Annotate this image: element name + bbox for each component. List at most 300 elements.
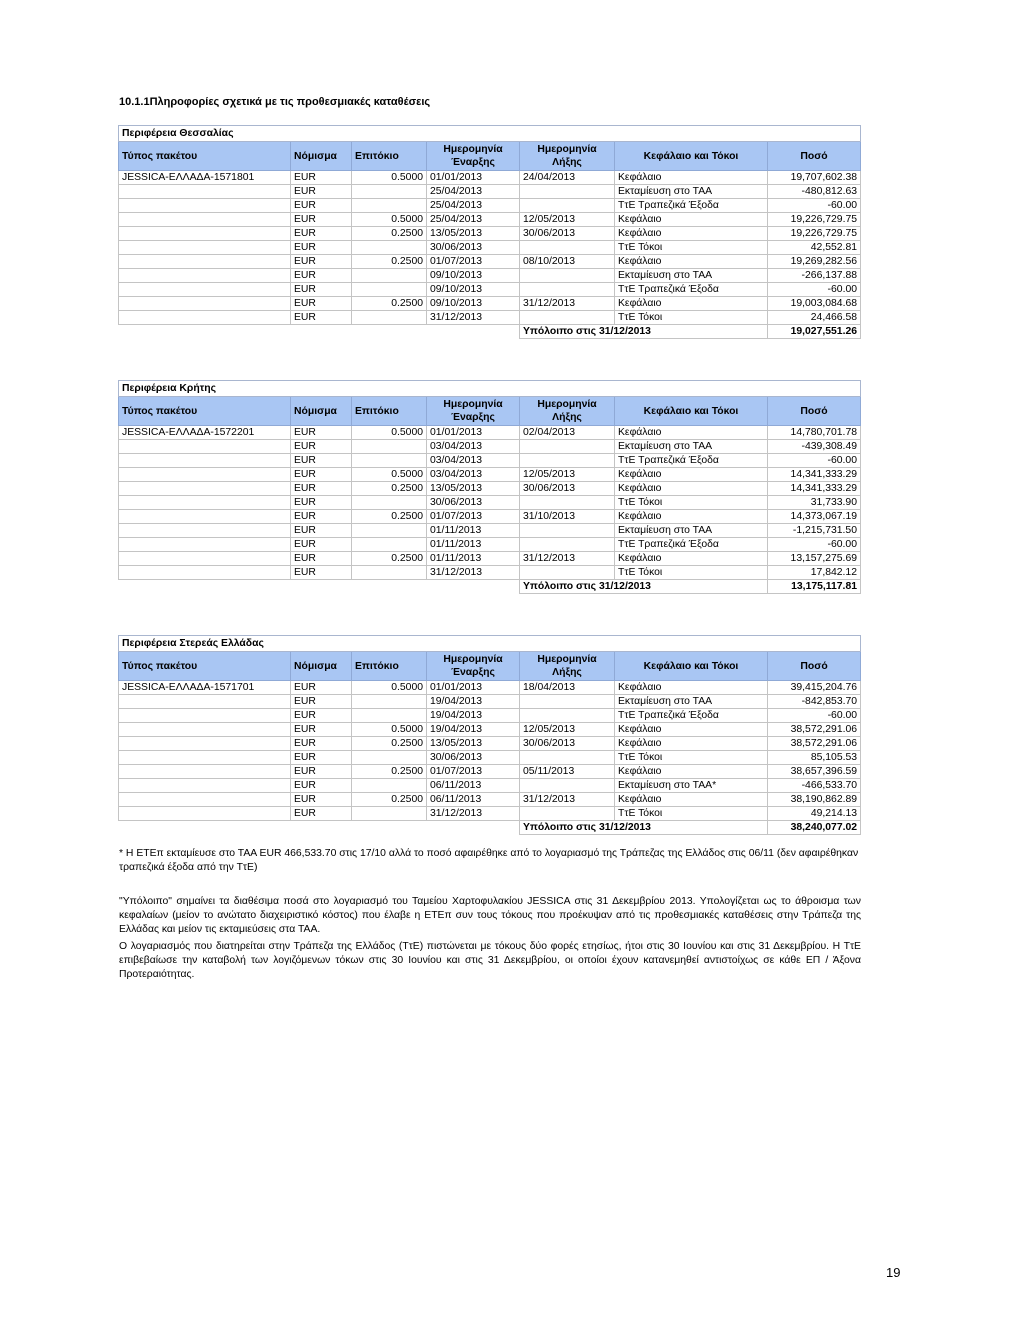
table-row (119, 171, 861, 185)
balance-spacer (119, 325, 520, 339)
header-kind: Κεφάλαιο και Τόκοι (615, 652, 768, 681)
header-rate: Επιτόκιο (352, 652, 427, 681)
end-date-cell: 02/04/2013 (520, 426, 615, 440)
kind-cell: Κεφάλαιο (615, 482, 768, 496)
start-date-cell: 09/10/2013 (427, 297, 520, 311)
package-cell (119, 723, 291, 737)
amount-cell: 38,572,291.06 (768, 737, 861, 751)
start-date-cell: 19/04/2013 (427, 723, 520, 737)
header-start-line1: Ημερομηνία (443, 399, 503, 410)
kind-cell: Κεφάλαιο (615, 468, 768, 482)
header-end-line1: Ημερομηνία (537, 144, 597, 155)
table-row (119, 213, 861, 227)
amount-cell: -266,137.88 (768, 269, 861, 283)
balance-row (119, 580, 861, 594)
amount-cell: -842,853.70 (768, 695, 861, 709)
region-title-row (119, 126, 861, 142)
rate-cell (352, 807, 427, 821)
end-date-cell: 30/06/2013 (520, 737, 615, 751)
header-start-line2: Έναρξης (451, 157, 495, 168)
rate-cell: 0.2500 (352, 297, 427, 311)
currency-cell: EUR (291, 185, 352, 199)
amount-cell: 31,733.90 (768, 496, 861, 510)
start-date-cell: 01/11/2013 (427, 538, 520, 552)
kind-cell: Κεφάλαιο (615, 793, 768, 807)
currency-cell: EUR (291, 199, 352, 213)
end-date-cell (520, 751, 615, 765)
table-row (119, 681, 861, 695)
table-row (119, 269, 861, 283)
rate-cell: 0.2500 (352, 482, 427, 496)
start-date-cell: 19/04/2013 (427, 709, 520, 723)
currency-cell: EUR (291, 807, 352, 821)
start-date-cell: 06/11/2013 (427, 793, 520, 807)
table-row (119, 510, 861, 524)
end-date-cell (520, 496, 615, 510)
table-row (119, 426, 861, 440)
kind-cell: Κεφάλαιο (615, 255, 768, 269)
rate-cell: 0.5000 (352, 468, 427, 482)
rate-cell (352, 566, 427, 580)
package-cell (119, 751, 291, 765)
end-date-cell (520, 241, 615, 255)
header-start-line1: Ημερομηνία (443, 654, 503, 665)
kind-cell: Κεφάλαιο (615, 765, 768, 779)
table-header-row (119, 397, 861, 426)
currency-cell: EUR (291, 681, 352, 695)
rate-cell: 0.2500 (352, 737, 427, 751)
start-date-cell: 01/07/2013 (427, 510, 520, 524)
end-date-cell (520, 199, 615, 213)
end-date-cell (520, 311, 615, 325)
header-start (427, 397, 520, 426)
amount-cell: -60.00 (768, 283, 861, 297)
amount-cell: -439,308.49 (768, 440, 861, 454)
table-row (119, 227, 861, 241)
table-row (119, 468, 861, 482)
package-cell (119, 440, 291, 454)
rate-cell: 0.5000 (352, 426, 427, 440)
balance-spacer (119, 821, 520, 835)
currency-cell: EUR (291, 255, 352, 269)
region-table-sterea (118, 635, 861, 835)
table-row (119, 807, 861, 821)
table-row (119, 695, 861, 709)
end-date-cell: 31/12/2013 (520, 552, 615, 566)
region-table-crete (118, 380, 861, 594)
package-cell (119, 737, 291, 751)
currency-cell: EUR (291, 793, 352, 807)
header-start (427, 652, 520, 681)
amount-cell: 49,214.13 (768, 807, 861, 821)
end-date-cell: 12/05/2013 (520, 468, 615, 482)
package-cell (119, 496, 291, 510)
package-cell (119, 454, 291, 468)
section-heading: 10.1.1Πληροφορίες σχετικά με τις προθεσμιακές καταθέσεις (119, 96, 431, 108)
table-header-row (119, 142, 861, 171)
header-end-line1: Ημερομηνία (537, 399, 597, 410)
amount-cell: -60.00 (768, 199, 861, 213)
currency-cell: EUR (291, 468, 352, 482)
package-cell: JESSICA-ΕΛΛΑΔΑ-1571801 (119, 171, 291, 185)
package-cell: JESSICA-ΕΛΛΑΔΑ-1572201 (119, 426, 291, 440)
table-row (119, 524, 861, 538)
currency-cell: EUR (291, 482, 352, 496)
kind-cell: Εκταμίευση στο ΤΑΑ (615, 440, 768, 454)
rate-cell (352, 695, 427, 709)
currency-cell: EUR (291, 241, 352, 255)
currency-cell: EUR (291, 283, 352, 297)
package-cell (119, 793, 291, 807)
region-title-row (119, 381, 861, 397)
table-row (119, 297, 861, 311)
package-cell: JESSICA-ΕΛΛΑΔΑ-1571701 (119, 681, 291, 695)
rate-cell: 0.2500 (352, 793, 427, 807)
amount-cell: 19,226,729.75 (768, 213, 861, 227)
header-amount: Ποσό (768, 142, 861, 171)
table-row (119, 283, 861, 297)
currency-cell: EUR (291, 454, 352, 468)
end-date-cell (520, 709, 615, 723)
end-date-cell (520, 454, 615, 468)
start-date-cell: 25/04/2013 (427, 185, 520, 199)
header-type: Τύπος πακέτου (119, 142, 291, 171)
rate-cell (352, 709, 427, 723)
rate-cell (352, 454, 427, 468)
package-cell (119, 538, 291, 552)
kind-cell: Εκταμίευση στο ΤΑΑ* (615, 779, 768, 793)
amount-cell: -60.00 (768, 538, 861, 552)
start-date-cell: 09/10/2013 (427, 283, 520, 297)
region-title: Περιφέρεια Κρήτης (119, 381, 861, 397)
start-date-cell: 01/11/2013 (427, 524, 520, 538)
rate-cell (352, 538, 427, 552)
end-date-cell (520, 807, 615, 821)
table-row (119, 552, 861, 566)
header-end (520, 142, 615, 171)
header-type: Τύπος πακέτου (119, 652, 291, 681)
package-cell (119, 709, 291, 723)
package-cell (119, 311, 291, 325)
currency-cell: EUR (291, 723, 352, 737)
end-date-cell: 05/11/2013 (520, 765, 615, 779)
package-cell (119, 213, 291, 227)
header-kind: Κεφάλαιο και Τόκοι (615, 142, 768, 171)
kind-cell: ΤτΕ Τραπεζικά Έξοδα (615, 283, 768, 297)
kind-cell: ΤτΕ Τόκοι (615, 241, 768, 255)
amount-cell: -60.00 (768, 454, 861, 468)
currency-cell: EUR (291, 227, 352, 241)
package-cell (119, 241, 291, 255)
package-cell (119, 297, 291, 311)
balance-row (119, 821, 861, 835)
end-date-cell (520, 524, 615, 538)
amount-cell: -1,215,731.50 (768, 524, 861, 538)
region-title: Περιφέρεια Θεσσαλίας (119, 126, 861, 142)
package-cell (119, 227, 291, 241)
start-date-cell: 25/04/2013 (427, 199, 520, 213)
rate-cell (352, 283, 427, 297)
start-date-cell: 31/12/2013 (427, 311, 520, 325)
currency-cell: EUR (291, 709, 352, 723)
table-row (119, 737, 861, 751)
header-currency: Νόμισμα (291, 142, 352, 171)
currency-cell: EUR (291, 269, 352, 283)
currency-cell: EUR (291, 297, 352, 311)
header-end (520, 652, 615, 681)
start-date-cell: 03/04/2013 (427, 454, 520, 468)
end-date-cell (520, 440, 615, 454)
header-currency: Νόμισμα (291, 397, 352, 426)
kind-cell: ΤτΕ Τόκοι (615, 311, 768, 325)
start-date-cell: 13/05/2013 (427, 737, 520, 751)
amount-cell: 13,157,275.69 (768, 552, 861, 566)
end-date-cell: 24/04/2013 (520, 171, 615, 185)
end-date-cell: 30/06/2013 (520, 482, 615, 496)
amount-cell: 14,373,067.19 (768, 510, 861, 524)
start-date-cell: 19/04/2013 (427, 695, 520, 709)
table-row (119, 709, 861, 723)
kind-cell: Κεφάλαιο (615, 510, 768, 524)
rate-cell (352, 524, 427, 538)
amount-cell: 42,552.81 (768, 241, 861, 255)
table-row (119, 765, 861, 779)
table-row (119, 496, 861, 510)
rate-cell: 0.5000 (352, 213, 427, 227)
table-row (119, 440, 861, 454)
header-type: Τύπος πακέτου (119, 397, 291, 426)
interest-paragraph: Ο λογαριασμός που διατηρείται στην Τράπεζα της Ελλάδος (ΤτΕ) πιστώνεται με τόκους δύο φορές ετησίως, ήτοι στις 30 Ιουνίου και στις 31 Δεκεμβρίου. Η ΤτΕ επιβεβαίωσε την καταβολή των λογιζόμενων τόκων στις 30 Ιουνίου και στις 31 Δεκεμβρίου, οι οποίοι έχουν κατανεμηθεί αντιστοίχως σε κάθε ΕΠ / Άξονα Προτεραιότητας. (119, 941, 861, 980)
rate-cell (352, 311, 427, 325)
end-date-cell (520, 269, 615, 283)
rate-cell: 0.2500 (352, 510, 427, 524)
rate-cell (352, 199, 427, 213)
amount-cell: 19,003,084.68 (768, 297, 861, 311)
end-date-cell (520, 283, 615, 297)
start-date-cell: 01/01/2013 (427, 681, 520, 695)
balance-row (119, 325, 861, 339)
currency-cell: EUR (291, 524, 352, 538)
balance-value: 13,175,117.81 (768, 580, 861, 594)
currency-cell: EUR (291, 171, 352, 185)
end-date-cell: 08/10/2013 (520, 255, 615, 269)
start-date-cell: 30/06/2013 (427, 496, 520, 510)
table-row (119, 779, 861, 793)
kind-cell: Κεφάλαιο (615, 213, 768, 227)
currency-cell: EUR (291, 311, 352, 325)
kind-cell: Κεφάλαιο (615, 737, 768, 751)
package-cell (119, 765, 291, 779)
rate-cell (352, 269, 427, 283)
rate-cell: 0.5000 (352, 171, 427, 185)
package-cell (119, 566, 291, 580)
currency-cell: EUR (291, 751, 352, 765)
header-end-line1: Ημερομηνία (537, 654, 597, 665)
package-cell (119, 807, 291, 821)
package-cell (119, 695, 291, 709)
currency-cell: EUR (291, 538, 352, 552)
header-start-line2: Έναρξης (451, 412, 495, 423)
start-date-cell: 30/06/2013 (427, 751, 520, 765)
currency-cell: EUR (291, 566, 352, 580)
header-start (427, 142, 520, 171)
package-cell (119, 468, 291, 482)
table-row (119, 185, 861, 199)
start-date-cell: 01/11/2013 (427, 552, 520, 566)
amount-cell: 85,105.53 (768, 751, 861, 765)
rate-cell (352, 496, 427, 510)
currency-cell: EUR (291, 552, 352, 566)
end-date-cell: 31/10/2013 (520, 510, 615, 524)
currency-cell: EUR (291, 765, 352, 779)
amount-cell: 19,707,602.38 (768, 171, 861, 185)
kind-cell: Κεφάλαιο (615, 426, 768, 440)
currency-cell: EUR (291, 496, 352, 510)
end-date-cell: 31/12/2013 (520, 297, 615, 311)
amount-cell: 39,415,204.76 (768, 681, 861, 695)
kind-cell: ΤτΕ Τόκοι (615, 496, 768, 510)
kind-cell: ΤτΕ Τόκοι (615, 751, 768, 765)
table-row (119, 793, 861, 807)
table-row (119, 566, 861, 580)
start-date-cell: 01/01/2013 (427, 171, 520, 185)
currency-cell: EUR (291, 737, 352, 751)
kind-cell: Εκταμίευση στο ΤΑΑ (615, 269, 768, 283)
rate-cell: 0.2500 (352, 255, 427, 269)
amount-cell: -466,533.70 (768, 779, 861, 793)
package-cell (119, 283, 291, 297)
start-date-cell: 01/07/2013 (427, 255, 520, 269)
kind-cell: Εκταμίευση στο ΤΑΑ (615, 524, 768, 538)
start-date-cell: 09/10/2013 (427, 269, 520, 283)
kind-cell: Κεφάλαιο (615, 171, 768, 185)
header-end-line2: Λήξης (552, 412, 582, 423)
start-date-cell: 25/04/2013 (427, 213, 520, 227)
start-date-cell: 13/05/2013 (427, 227, 520, 241)
balance-definition-paragraph: "Υπόλοιπο" σημαίνει τα διαθέσιμα ποσά στο λογαριασμό του Ταμείου Χαρτοφυλακίου JESSICA στις 31 Δεκεμβρίου 2013. Υπολογίζεται ως το άθροισμα των κεφαλαίων (μείον το ανώτατο διαχειριστικό κόστος) που έλαβε η ΕΤΕπ συν τους τόκους που προέκυψαν από τις προθεσμιακές καταθέσεις στην Τράπεζα της Ελλάδας και μείον τις εκταμιεύσεις στα ΤΑΑ. (119, 896, 861, 935)
currency-cell: EUR (291, 510, 352, 524)
currency-cell: EUR (291, 779, 352, 793)
end-date-cell (520, 538, 615, 552)
footnote: * Η ΕΤΕπ εκταμίευσε στο ΤΑΑ EUR 466,533.70 στις 17/10 αλλά το ποσό αφαιρέθηκε από το λογαριασμό της Τράπεζας της Ελλάδος στις 06/11 (δεν αφαιρέθηκαν τραπεζικά έξοδα από την ΤτΕ) (119, 848, 859, 873)
start-date-cell: 13/05/2013 (427, 482, 520, 496)
end-date-cell: 18/04/2013 (520, 681, 615, 695)
table-row (119, 751, 861, 765)
rate-cell (352, 779, 427, 793)
currency-cell: EUR (291, 440, 352, 454)
kind-cell: Κεφάλαιο (615, 227, 768, 241)
kind-cell: Κεφάλαιο (615, 297, 768, 311)
amount-cell: 14,341,333.29 (768, 468, 861, 482)
kind-cell: ΤτΕ Τραπεζικά Έξοδα (615, 454, 768, 468)
page-number: 19 (886, 1265, 901, 1280)
end-date-cell (520, 695, 615, 709)
table-row (119, 482, 861, 496)
header-end (520, 397, 615, 426)
end-date-cell: 12/05/2013 (520, 723, 615, 737)
kind-cell: ΤτΕ Τραπεζικά Έξοδα (615, 538, 768, 552)
start-date-cell: 06/11/2013 (427, 779, 520, 793)
start-date-cell: 01/01/2013 (427, 426, 520, 440)
header-rate: Επιτόκιο (352, 142, 427, 171)
currency-cell: EUR (291, 695, 352, 709)
rate-cell: 0.2500 (352, 227, 427, 241)
balance-label: Υπόλοιπο στις 31/12/2013 (520, 821, 768, 835)
region-title: Περιφέρεια Στερεάς Ελλάδας (119, 636, 861, 652)
rate-cell: 0.2500 (352, 552, 427, 566)
amount-cell: -480,812.63 (768, 185, 861, 199)
currency-cell: EUR (291, 213, 352, 227)
kind-cell: Κεφάλαιο (615, 552, 768, 566)
table-row (119, 199, 861, 213)
amount-cell: 38,572,291.06 (768, 723, 861, 737)
balance-value: 38,240,077.02 (768, 821, 861, 835)
region-title-row (119, 636, 861, 652)
end-date-cell: 12/05/2013 (520, 213, 615, 227)
header-rate: Επιτόκιο (352, 397, 427, 426)
region-table-thessaly (118, 125, 861, 339)
amount-cell: 14,341,333.29 (768, 482, 861, 496)
amount-cell: 38,190,862.89 (768, 793, 861, 807)
balance-value: 19,027,551.26 (768, 325, 861, 339)
kind-cell: Κεφάλαιο (615, 681, 768, 695)
end-date-cell (520, 566, 615, 580)
package-cell (119, 185, 291, 199)
rate-cell: 0.2500 (352, 765, 427, 779)
package-cell (119, 269, 291, 283)
table-row (119, 454, 861, 468)
currency-cell: EUR (291, 426, 352, 440)
balance-label: Υπόλοιπο στις 31/12/2013 (520, 325, 768, 339)
balance-label: Υπόλοιπο στις 31/12/2013 (520, 580, 768, 594)
package-cell (119, 779, 291, 793)
end-date-cell (520, 779, 615, 793)
header-start-line2: Έναρξης (451, 667, 495, 678)
table-row (119, 311, 861, 325)
amount-cell: 38,657,396.59 (768, 765, 861, 779)
end-date-cell: 31/12/2013 (520, 793, 615, 807)
table-row (119, 538, 861, 552)
header-start-line1: Ημερομηνία (443, 144, 503, 155)
rate-cell: 0.5000 (352, 723, 427, 737)
header-kind: Κεφάλαιο και Τόκοι (615, 397, 768, 426)
table-header-row (119, 652, 861, 681)
kind-cell: ΤτΕ Τόκοι (615, 566, 768, 580)
package-cell (119, 552, 291, 566)
rate-cell (352, 751, 427, 765)
kind-cell: Εκταμίευση στο ΤΑΑ (615, 695, 768, 709)
rate-cell (352, 440, 427, 454)
kind-cell: Κεφάλαιο (615, 723, 768, 737)
header-end-line2: Λήξης (552, 667, 582, 678)
rate-cell (352, 241, 427, 255)
amount-cell: -60.00 (768, 709, 861, 723)
kind-cell: ΤτΕ Τραπεζικά Έξοδα (615, 709, 768, 723)
start-date-cell: 31/12/2013 (427, 807, 520, 821)
header-currency: Νόμισμα (291, 652, 352, 681)
kind-cell: ΤτΕ Τόκοι (615, 807, 768, 821)
rate-cell (352, 185, 427, 199)
amount-cell: 17,842.12 (768, 566, 861, 580)
table-row (119, 723, 861, 737)
start-date-cell: 31/12/2013 (427, 566, 520, 580)
amount-cell: 14,780,701.78 (768, 426, 861, 440)
header-amount: Ποσό (768, 397, 861, 426)
package-cell (119, 199, 291, 213)
package-cell (119, 524, 291, 538)
start-date-cell: 03/04/2013 (427, 468, 520, 482)
header-end-line2: Λήξης (552, 157, 582, 168)
